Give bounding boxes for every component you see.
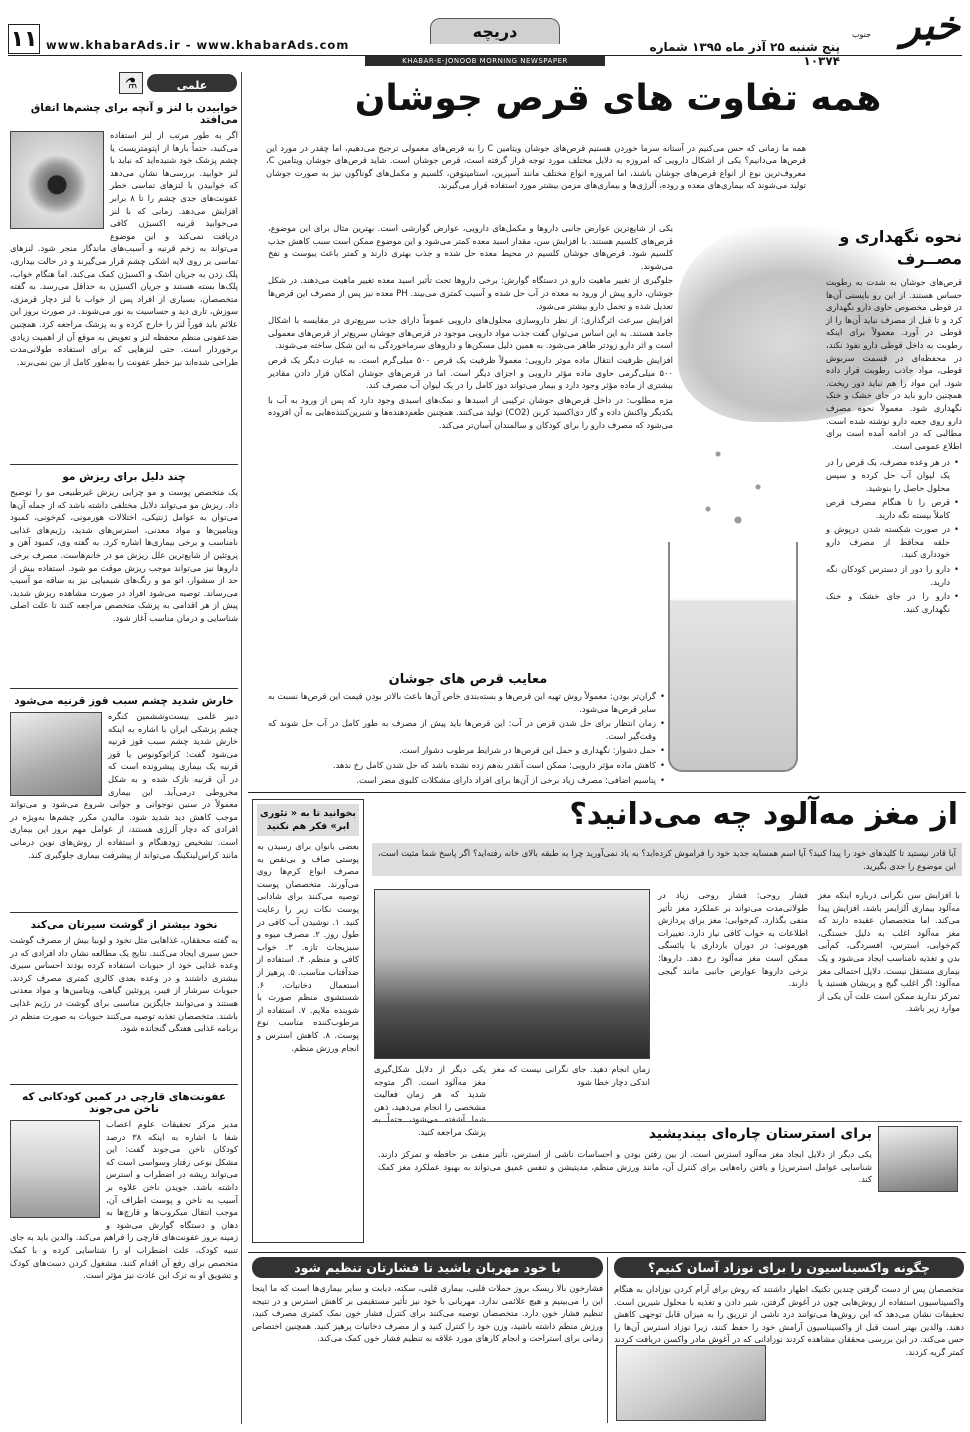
article-title: چند دلیل برای ریزش مو [62,471,186,483]
website[interactable]: www.khabarAds.ir - www.khabarAds.com [46,38,350,52]
storage-item: • قرص را تا هنگام مصرف قرص کاملاً بپسته نگه دارید. [826,496,950,521]
stress-box [372,1121,962,1237]
blood-pressure-body: فشارخون بالا ریسک بروز حملات قلبی، بیماری قلبی، سکته، دیابت و سایر بیماری‌ها است که ما اینجا این را می‌بینیم و هیچ علائمی ندارد. مهربانی با خود نیز تأثیر مستقیمی بر کاهش استرس و در نتیجه تنظیم فشار خون دارد. متخصصان توصیه می‌کنند برای کنترل فشار خون نمک کمتری مصرف کنید، ورزش منظم داشته باشید، وزن خود را کنترل کنید و از مصرف دخانیات پرهیز کنید. همچنین اختصاص زمانی برای استراحت و انجام کارهای مورد علاقه به تنظیم فشار خون کمک می‌کند. [252,1283,603,1344]
article-lens [10,98,238,368]
storage-item: • دارو را دور از دسترس کودکان نگه دارید. [826,563,950,588]
storage-item: • در هر وعده مصرف، یک قرص را در یک لیوان آب حل کرده و سپس محلول حاصل را بنوشید. [826,456,950,494]
cons-title: معایب قرص های جوشان [388,672,548,687]
article-hair [10,464,238,625]
eye-photo [10,131,104,229]
science-badge-label: علمی [176,79,208,92]
article-body: اگر به طور مرتب از لنز استفاده می‌کنید، حتماً بارها از اپتومتریست یا چشم پزشک خود شنیده‌اید که نباید با لنز خوابید. بررسی‌ها نشان می‌دهد که خوابیدن با لنزهای تماسی خطر عفونت‌های جدی چشم را تا ۸ برابر افزایش می‌دهد. زمانی که با لنز می‌خوابید قرنیه اکسیژن کافی دریافت نمی‌کند و این موضوع می‌تواند به زخم قرنیه و آسیب‌های ماندگار منجر شود. لنزهای تماسی بر روی لایه اشکی چشم قرار می‌گیرند و در حالت بیداری، پلک زدن به جریان اشک و اکسیژن کمک می‌کند. اما هنگام خواب، پلک‌ها بسته هستند و جریان اکسیژن به حداقل می‌رسد. به گفته متخصصان، بسیاری از افراد پس از خواب با لنز دچار قرمزی، سوزش، تاری دید و حساسیت به نور می‌شوند. در صورت بروز این علائم باید فوراً لنز را خارج کرده و به پزشک مراجعه کرد. همچنین ضدعفونی منظم محفظه لنز و تعویض به موقع آن از اهمیت زیادی برخوردار است. حتی لنزهایی که برای استفاده طولانی‌مدت طراحی شده‌اند نیز خطر عفونت را به‌طور کامل از بین نمی‌برند. [10,130,238,367]
cons-list [268,690,668,786]
article-title: خوابیدن با لنز و آنچه برای چشم‌ها اتفاق می‌افتد [30,102,238,126]
feature-body [268,222,673,434]
storage-body: قرص‌های جوشان به شدت به رطوبت حساس هستند. از این رو بایستی آن‌ها در قوطی مخصوص حاوی دارو نگهداری کرد و تا قبل از مصرف نباید آن‌ها را از قوطی در آورد. معمولاً برای اینکه رطوبت به داخل قوطی دارو نفوذ نکند، در محفظه‌ای در قسمت سربوش قوطی، مواد جاذب رطوبت قرار داده شود. این مواد را هم نباید دور ریخت. همچنین دارو باید در جای خشک و خنک نگهداری شود. معمولاً نحوه مصرف دارو روی جعبه دارو نوشته شده است. مطالبی که در ادامه آمده است برای اطلاع عمومی است. [826,277,962,451]
beauty-sidebar-title: بخوانید تا به « تئوری ابر» فکر هم نکنید [257,804,359,836]
logo [842,2,964,52]
cons-section [268,668,668,788]
article-nail [10,1084,238,1282]
vaccination-body: متخصصان پس از دست گرفتن چندین تکنیک اظهار داشتند که روش برای آرام کردن نوزادان به هنگام واکسیناسیون استفاده از روش‌هایی چون در آغوش گرفتن، شیر دادن و تغذیه با محلول شیرین است. تحقیقات نشان می‌دهد که این روش‌ها می‌توانند درد ناشی از تزریق را به میزان قابل توجهی کاهش دهند. والدین بهتر است قبل از واکسیناسیون آرامش خود را حفظ کنند، زیرا نوزاد استرس آن‌ها را حس می‌کند. در این بررسی محققان مشاهده کردند نوزادانی که در آغوش مادر واکسن دریافت کردند کمتر گریه کردند. [614,1284,964,1357]
vaccination-title: چگونه واکسیناسیون را برای نوزاد آسان کنیم؟ [614,1257,964,1278]
child-photo [10,1120,100,1218]
feature-paragraph: افزایش سرعت اثرگذاری: از نظر داروسازی محلول‌های دارویی عموماً دارای جذب سریع‌تری در مقایسه با اشکال جامد هستند. به این اساس می‌توان گفت جذب مواد دارویی موجود در قرص‌های جوشان سریع‌تر از قرص‌های معمولی است و اثر دارو زودتر ظاهر می‌شود. به همین دلیل مسکن‌ها و داروهای سرماخوردگی به این شکل ساخته می‌شوند. [268,315,673,351]
brain-headline: از مغز مه‌آلود چه می‌دانید؟ [569,797,958,832]
section-tab [430,18,560,44]
feature-paragraph: جلوگیری از تغییر ماهیت دارو در دستگاه گوارش: برخی داروها تحت تأثیر اسید معده تغییر ماهیت می‌دهند. در شکل جوشان، دارو پیش از ورود به معده در آب حل شده و آسیب کمتری می‌بیند. PH معده نیز پس از مصرف این قرص‌ها تعدیل شده و تحمل دارو بیشتر می‌شود. [268,275,674,311]
feature-paragraph: افزایش ظرفیت انتقال ماده موثر دارویی: معمولاً ظرفیت یک قرص ۵۰۰ میلی‌گرم است. به عبارت دیگر یک قرص ۵۰۰ میلی‌گرمی حاوی ماده مؤثر دارویی و اجزای دیگر است. اما در قرص‌های جوشان امکان قرار دادن مقادیر بیشتری از ماده مؤثر وجود دارد و بیمار می‌تواند دوز کامل را در یک لیوان آب مصرف کند. [268,354,673,391]
storage-list [826,456,962,615]
issue-date: پنج شنبه ۲۵ آذر ماه ۱۳۹۵ شماره ۱۰۳۷۴ [649,40,840,68]
page-number-box [8,24,40,54]
science-badge [147,74,237,92]
article-body: مدیر مرکز تحقیقات علوم اعصاب شفا با اشاره به اینکه ۳۸ درصد کودکان ناخن می‌جوند گفت: این مشکل نوعی رفتار وسواسی است که می‌تواند ریشه در اضطراب و استرس داشته باشد. جویدن ناخن علاوه بر آسیب به ناخن و پوست اطراف آن، موجب انتقال میکروب‌ها و قارچ‌ها به دهان و دستگاه گوارش می‌شود و زمینه بروز عفونت‌های قارچی را فراهم می‌کند. والدین باید به جای تنبیه کودک، علت اضطراب او را شناسایی کرده و با کمک متخصص برای رفع آن اقدام کنند. مشغول کردن دست‌های کودک و تشویق او به ترک این عادت نیز مؤثر است. [10,1119,238,1281]
lead-paragraph: همه ما زمانی که حس می‌کنیم در آستانه سرما خوردن هستیم قرص‌های جوشان ویتامین C را به قرص‌های معمولی ترجیح می‌دهیم، اما چقدر در مورد این قرص‌ها می‌دانیم؟ یکی از اشکال دارویی که امروزه به دلایل مختلف مورد توجه قرار گرفته است، قرص جوشان است. شاید قرص‌های جوشان ویتامین C، معروف‌ترین نوع از انواع قرص‌های جوشان باشند، اما امروزه انواع مختلف مانند آسپرین، استامینوفن، کلسیم و مکمل‌های گوناگون نیز به صورت جوشان تولید می‌شوند که بیماری‌های معده و روده، آلرژی‌ها و بیماری‌های مزمن بیشتر مورد استفاده قرار می‌گیرند. [266,143,806,191]
glass-illustration [668,542,798,772]
beauty-sidebar [252,799,364,1243]
article-title: عفونت‌های قارچی در کمین کودکانی که ناخن می‌جوند [21,1091,227,1115]
cons-item: • گران‌تر بودن: معمولاً روش تهیه این قرص‌ها و بسته‌بندی خاص آن‌ها باعث بالاتر بودن قیمت این قرص‌ها نسبت به سایر قرص‌ها می‌شود. [268,690,656,715]
science-icon: ⚗ [119,72,143,94]
cons-item: • حمل دشوار: نگهداری و حمل این قرص‌ها در شرایط مرطوب دشوار است. [268,744,656,757]
article-body: دبیر علمی بیست‌وششمین کنگره چشم پزشکی ایران با اشاره به اینکه خارش شدید چشم سبب قوز قرنیه می‌شود گفت: کراتوکونوس یا قوز قرنیه یک بیماری پیشرونده است که در آن قرنیه نازک شده و به شکل مخروطی درمی‌آید. این بیماری معمولاً در سنین نوجوانی و جوانی شروع می‌شود و می‌تواند موجب کاهش دید شدید شود. مالیدن مکرر چشم‌ها به‌ویژه در افرادی که دچار آلرژی هستند، از عوامل مهم بروز این بیماری است. تشخیص زودهنگام و استفاده از روش‌های نوین درمانی مانند کراس‌لینکینگ می‌تواند از پیشرفت بیماری جلوگیری کند. [10,711,238,860]
feature-effervescent [248,72,966,788]
logo-text: خبر [901,2,960,49]
ribbon-text: KHABAR-E-JONOOB MORNING NEWSPAPER [402,57,568,65]
brain-col3: یکی دیگر از دلایل شکل‌گیری مغز مه‌آلود است. اگر متوجه شدید که هر زمان فعالیت مشخصی را انجام می‌دهید، ذهن شما آشفته می‌شود، حتماً به پزشک مراجعه کنید. [374,1064,486,1137]
stress-body: یکی دیگر از دلایل ایجاد مغز مه‌آلود استرس است. از بین رفتن بودن و احساسات ناشی از استرس، تأثیر منفی بر حافظه و تمرکز دارند. شناسایی عوامل استرس‌زا و یافتن راه‌هایی برای کنترل آن، مانند ورزش منظم، مدیتیشن و تنفس عمیق می‌تواند به بهبود عملکرد مغز کمک کند. [378,1149,872,1185]
stress-photo [878,1126,958,1192]
storage-item: • در صورت شکسته شدن درپوش و حلقه محافظ از مصرف دارو خودداری کنید. [826,523,950,561]
storage-title: نحوه نگهداری و مصــرف [839,227,962,268]
brain-col2: فشار روحی: فشار روحی زیاد در طولانی‌مدت می‌تواند بر عملکرد مغز تأثیر منفی بگذارد. کم‌خوابی: مغز برای پردازش اطلاعات به خواب کافی نیاز دارد. تغییرات هورمونی: در دوران بارداری یا یائسگی ممکن است مغز مه‌آلود رخ دهد. داروها: برخی داروها عوارض جانبی مانند گیجی دارند. [658,890,808,989]
storage-item: • دارو را در جای خشک و خنک نگهداری کنید. [826,590,950,615]
cons-item: • زمان انتظار برای حل شدن قرص در آب: این قرص‌ها باید پیش از مصرف به طور کامل در آب حل شوند که وقت‌گیر است. [268,717,656,742]
article-title: نخود بیشتر از گوشت سیرتان می‌کند [30,919,218,931]
feature-paragraph: یکی از شایع‌ترین عوارض جانبی داروها و مکمل‌های دارویی، عوارض گوارشی است. بهترین مثال برای این موضوع، قرص‌های کلسیم هستند. با افزایش سن، مقدار اسید معده کمتر می‌شود و این موضوع ممکن است سبب کاهش جذب کلسیم شود. قرص‌های جوشان کلسیم در محیط معده حل شده و جذب بهتری دارند و کمتر باعث یبوست و نفخ می‌شوند. [268,223,673,271]
article-body: به گفته محققان، غذاهایی مثل نخود و لوبیا بیش از مصرف گوشت حس سیری ایجاد می‌کنند. نتایج یک مطالعه نشان داد افرادی که در وعده غذایی خود از حبوبات استفاده کرده بودند احساس سیری بیشتری داشتند و در وعده بعدی کالری کمتری مصرف کردند. حبوبات سرشار از فیبر، پروتئین گیاهی، ویتامین‌ها و مواد معدنی هستند و می‌توانند جایگزین مناسبی برای گوشت در رژیم غذایی باشند. متخصصان تغذیه توصیه می‌کنند حبوبات به صورت منظم در برنامه غذایی هفتگی گنجانده شود. [10,935,238,1034]
bubbles [688,432,788,542]
ribbon [365,56,605,66]
brain-col1: با افزایش سن نگرانی درباره اینکه مغز مه‌آلود بیماری آلزایمر باشد، افزایش پیدا می‌کند. اما متخصصان عقیده دارند که مغز مه‌آلود اغلب به دلیل خستگی، کم‌خوابی، استرس، افسردگی، کم‌آبی بدن و تغذیه نامناسب ایجاد می‌شود و یک بیماری مستقل نیست. دلایل احتمالی مغز مه‌آلود: اگر اغلب گیج و پریشان هستید یا تمرکز ندارید ممکن است علت آن یکی از موارد زیر باشد. [818,890,960,1014]
article-body: یک متخصص پوست و مو چرایی ریزش غیرطبیعی مو را توضیح داد. ریزش مو می‌تواند دلایل مختلفی داشته باشد که از جمله آن‌ها می‌توان به عوامل ژنتیکی، اختلالات هورمونی، کم‌خونی، کمبود ویتامین‌ها و مواد معدنی، استرس‌های شدید، رژیم‌های غذایی نامناسب و برخی بیماری‌ها اشاره کرد. به گفته وی، کمبود آهن و پروتئین از شایع‌ترین علل ریزش مو در خانم‌هاست. مصرف برخی داروها نیز می‌تواند موجب ریزش موقت مو شود. استفاده بیش از حد از سشوار، اتو مو و رنگ‌های شیمیایی نیز به ساقه مو آسیب می‌رساند. توصیه می‌شود افراد در صورت مشاهده ریزش شدید، پیش از هر اقدامی به پزشک متخصص مراجعه کنند تا علت اصلی شناسایی و درمان مناسب آغاز شود. [10,487,238,623]
blood-pressure-title: با خود مهربان باشید تا فشارتان تنظیم شود [252,1257,603,1278]
stress-title: برای استرستان چاره‌ای بیندیشید [648,1126,872,1142]
logo-subtext: جنوب [852,30,872,39]
eye-rub-photo [10,712,102,796]
storage-sidebar [826,222,962,617]
photo-caption: زمان انجام دهید. جای نگرانی نیست که مغز اندکی دچار خطا شود [492,1064,650,1087]
cons-item: • پتاسیم اضافی: مصرف زیاد برخی از آن‌ها برای افراد دارای مشکلات کلیوی مضر است. [268,774,656,787]
article-title: خارش شدید چشم سبب قوز قرنیه می‌شود [14,695,234,707]
fog-face-photo [374,889,650,1059]
beauty-sidebar-body: بعضی بانوان برای رسیدن به پوستی صاف و بی‌نقص به مصرف انواع کرم‌ها روی می‌آورند. متخصصان پوست توصیه می‌کنند برای شادابی پوست نکات زیر را رعایت کنید. ۱. نوشیدن آب کافی در طول روز. ۲. مصرف میوه و سبزیجات تازه. ۳. خواب کافی و منظم. ۴. استفاده از ضدآفتاب مناسب. ۵. پرهیز از استعمال دخانیات. ۶. شستشوی منظم صورت با شوینده ملایم. ۷. استفاده از مرطوب‌کننده مناسب نوع پوست. ۸. کاهش استرس و انجام ورزش منظم. [257,841,359,1053]
page-number: ۱۱ [10,27,38,52]
blood-pressure-article [252,1257,608,1423]
feature-paragraph: مزه مطلوب: در داخل قرص‌های جوشان ترکیبی از اسیدها و نمک‌های اسیدی وجود دارد که پس از ورود به آب با یکدیگر واکنش داده و گاز دی‌اکسید کربن (CO2) تولید می‌کنند. همچنین طعم‌دهنده‌ها و شیرین‌کننده‌هایی به آن افزوده می‌شود که مصرف دارو را برای کودکان و سالمندان آسان‌تر می‌کند. [268,394,673,430]
section-title: دریچه [472,22,518,41]
brain-lead: آیا قادر نیستید تا کلیدهای خود را پیدا کنید؟ آیا اسم همسایه جدید خود را فراموش کرده‌اید؟ به یاد نمی‌آورید چرا به طبقه بالای خانه رفته‌اید؟ اگر پاسخ شما مثبت است، این موضوع را جدی بگیرید. [372,843,962,876]
left-column [6,72,242,1424]
cons-item: • کاهش ماده مؤثر دارویی: ممکن است آنقدر به‌هم زده نشده باشد که حل شدن کامل رخ ندهد. [268,759,656,772]
masthead [0,0,970,72]
bottom-row [248,1252,966,1424]
feature-brain-fog [248,792,966,1248]
headline: همه تفاوت های قرص جوشان [354,78,882,119]
vaccination-article [614,1257,964,1423]
article-chickpea [10,912,238,1035]
article-cornea [10,688,238,861]
